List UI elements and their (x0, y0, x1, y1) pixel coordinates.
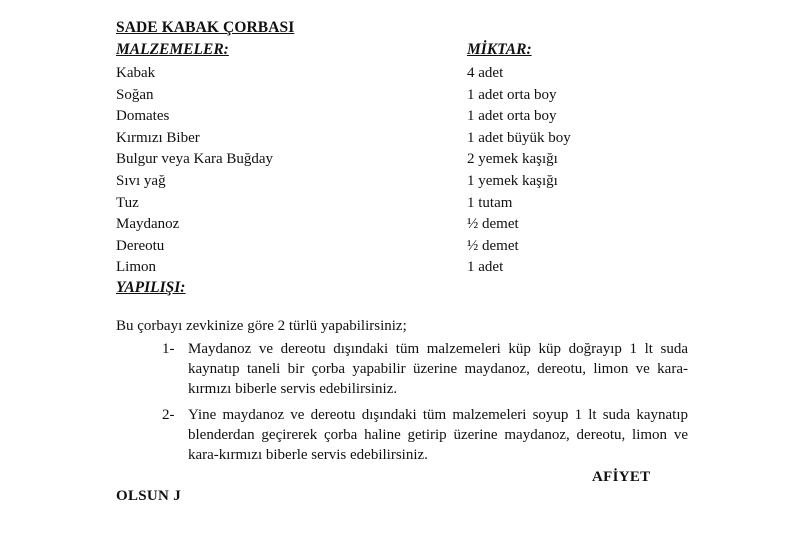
step-text: Maydanoz ve dereotu dışındaki tüm malzemeleri küp küp doğrayıp 1 lt suda kaynatıp taneli bir çorba yapabilir üzerine maydanoz, dereotu, limon ve kara-kırmızı biberle servis edebilirsiniz. (188, 341, 688, 397)
ingredient-name: Limon (116, 259, 156, 276)
ingredient-row (116, 149, 676, 171)
ingredient-name: Kırmızı Biber (116, 129, 200, 146)
ingredient-quantity: 1 adet orta boy (467, 108, 557, 125)
ingredient-name: Domates (116, 108, 170, 125)
ingredient-quantity: 1 tutam (467, 194, 513, 211)
step-number: 2- (162, 407, 175, 423)
quantity-header: MİKTAR: (467, 41, 532, 58)
ingredient-name: Kabak (116, 65, 156, 81)
closing-olsun: OLSUN J (116, 488, 182, 504)
ingredient-row (116, 171, 676, 193)
ingredient-row (116, 236, 676, 258)
ingredient-quantity: 2 yemek kaşığı (467, 151, 558, 168)
step-number: 1- (162, 341, 175, 357)
closing-afiyet: AFİYET (592, 469, 651, 485)
ingredient-quantity: 1 adet büyük boy (467, 129, 571, 146)
ingredient-quantity: 4 adet (467, 65, 504, 81)
method-step (162, 405, 688, 465)
recipe-title: SADE KABAK ÇORBASI (116, 19, 295, 36)
method-step (162, 339, 688, 399)
method-header: YAPILIŞI: (116, 279, 186, 296)
ingredient-row (116, 85, 676, 107)
ingredient-row (116, 193, 676, 215)
ingredient-name: Sıvı yağ (116, 172, 166, 189)
ingredient-row (116, 257, 676, 279)
ingredient-quantity: 1 yemek kaşığı (467, 172, 558, 189)
ingredient-row (116, 214, 676, 236)
ingredient-quantity: 1 adet (467, 259, 504, 276)
ingredient-name: Tuz (116, 194, 139, 211)
ingredient-quantity: 1 adet orta boy (467, 86, 557, 103)
ingredient-quantity: ½ demet (467, 237, 519, 254)
ingredient-row (116, 128, 676, 150)
ingredient-name: Soğan (116, 86, 154, 103)
ingredient-quantity: ½ demet (467, 216, 519, 233)
ingredient-row (116, 63, 676, 85)
ingredients-table (116, 63, 676, 279)
step-text: Yine maydanoz ve dereotu dışındaki tüm malzemeleri soyup 1 lt suda kaynatıp blenderdan geçirerek çorba haline getirip üzerine maydanoz, dereotu, limon ve kara-kırmızı biberle servis edebilirsiniz. (188, 407, 688, 463)
ingredient-name: Bulgur veya Kara Buğday (116, 151, 274, 168)
ingredients-header: MALZEMELER: (116, 41, 229, 58)
ingredient-row (116, 106, 676, 128)
method-intro: Bu çorbayı zevkinize göre 2 türlü yapabilirsiniz; (116, 318, 407, 334)
method-steps (162, 339, 688, 471)
ingredient-name: Dereotu (116, 237, 165, 254)
ingredient-name: Maydanoz (116, 216, 180, 233)
